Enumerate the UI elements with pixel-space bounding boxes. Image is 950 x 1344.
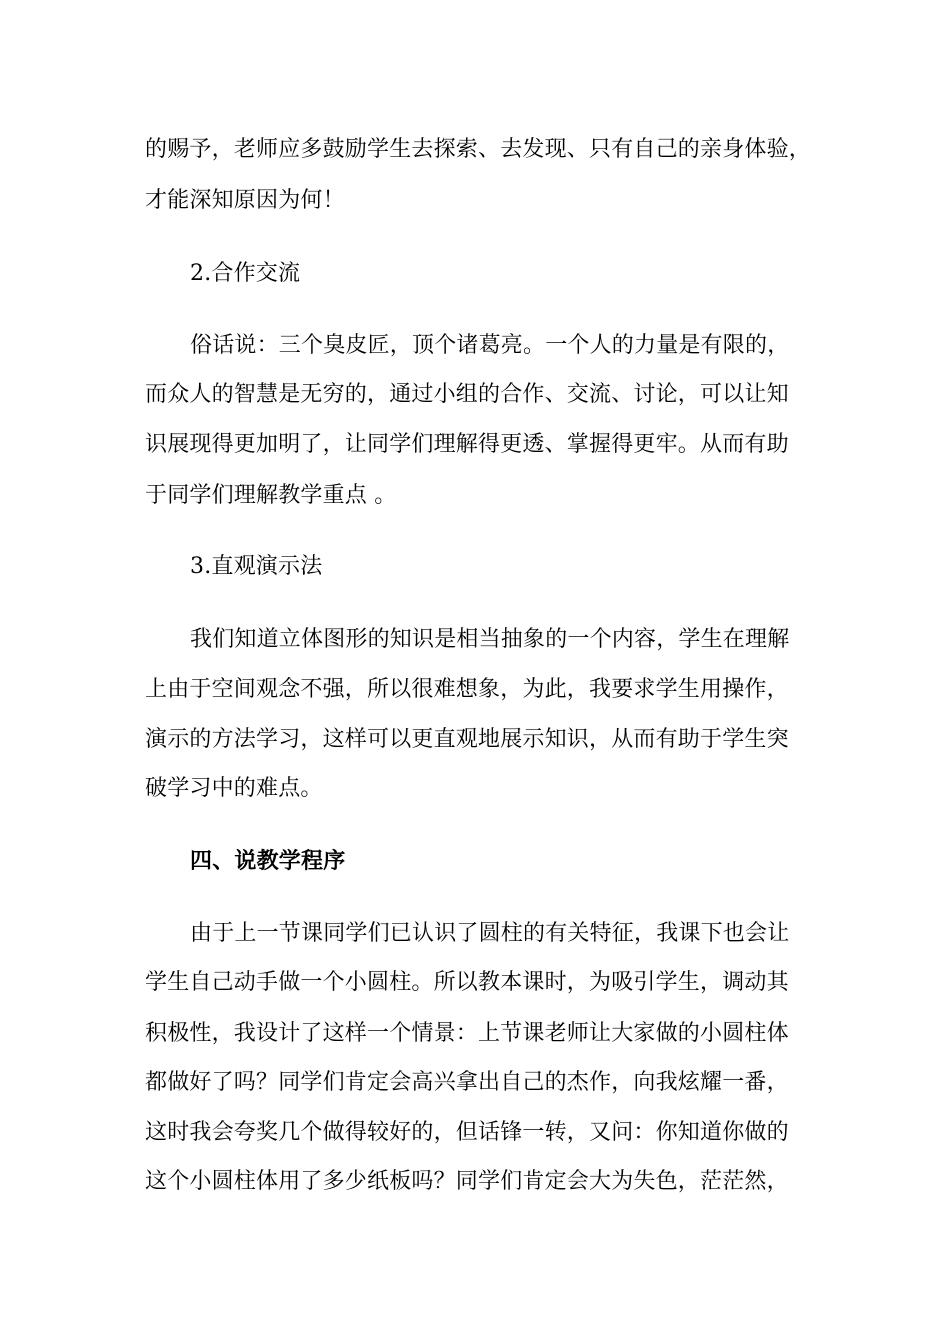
- paragraph-line: 学生自己动手做一个小圆柱。所以教本课时，为吸引学生，调动其: [145, 970, 789, 995]
- paragraph-line: 破学习中的难点。: [145, 776, 323, 801]
- paragraph-line: 由于上一节课同学们已认识了圆柱的有关特征，我课下也会让: [190, 921, 790, 946]
- paragraph-line: 的赐予，老师应多鼓励学生去探索、去发现、只有自己的亲身体验，: [145, 137, 812, 162]
- paragraph-line: 而众人的智慧是无穷的，通过小组的合作、交流、讨论，可以让知: [145, 382, 789, 407]
- chapter-heading: 四、说教学程序: [190, 848, 346, 874]
- section-heading-2: 2.合作交流: [190, 261, 301, 286]
- paragraph-line: 这时我会夸奖几个做得较好的，但话锋一转，又问：你知道你做的: [145, 1120, 789, 1145]
- paragraph-line: 这个小圆柱体用了多少纸板吗？同学们肯定会大为失色，茫茫然，: [145, 1169, 789, 1194]
- paragraph-line: 积极性，我设计了这样一个情景：上节课老师让大家做的小圆柱体: [145, 1021, 789, 1046]
- paragraph-line: 于同学们理解教学重点 。: [145, 483, 397, 508]
- paragraph-line: 才能深知原因为何！: [145, 188, 345, 213]
- paragraph-line: 俗话说：三个臭皮匠，顶个诸葛亮。一个人的力量是有限的，: [190, 333, 790, 358]
- paragraph-line: 我们知道立体图形的知识是相当抽象的一个内容，学生在理解: [190, 627, 790, 652]
- paragraph-line: 演示的方法学习，这样可以更直观地展示知识，从而有助于学生突: [145, 727, 789, 752]
- paragraph-line: 上由于空间观念不强，所以很难想象，为此，我要求学生用操作，: [145, 677, 789, 702]
- paragraph-line: 都做好了吗？同学们肯定会高兴拿出自己的杰作，向我炫耀一番，: [145, 1070, 789, 1095]
- section-heading-3: 3.直观演示法: [190, 554, 323, 579]
- paragraph-line: 识展现得更加明了，让同学们理解得更透、掌握得更牢。从而有助: [145, 432, 789, 457]
